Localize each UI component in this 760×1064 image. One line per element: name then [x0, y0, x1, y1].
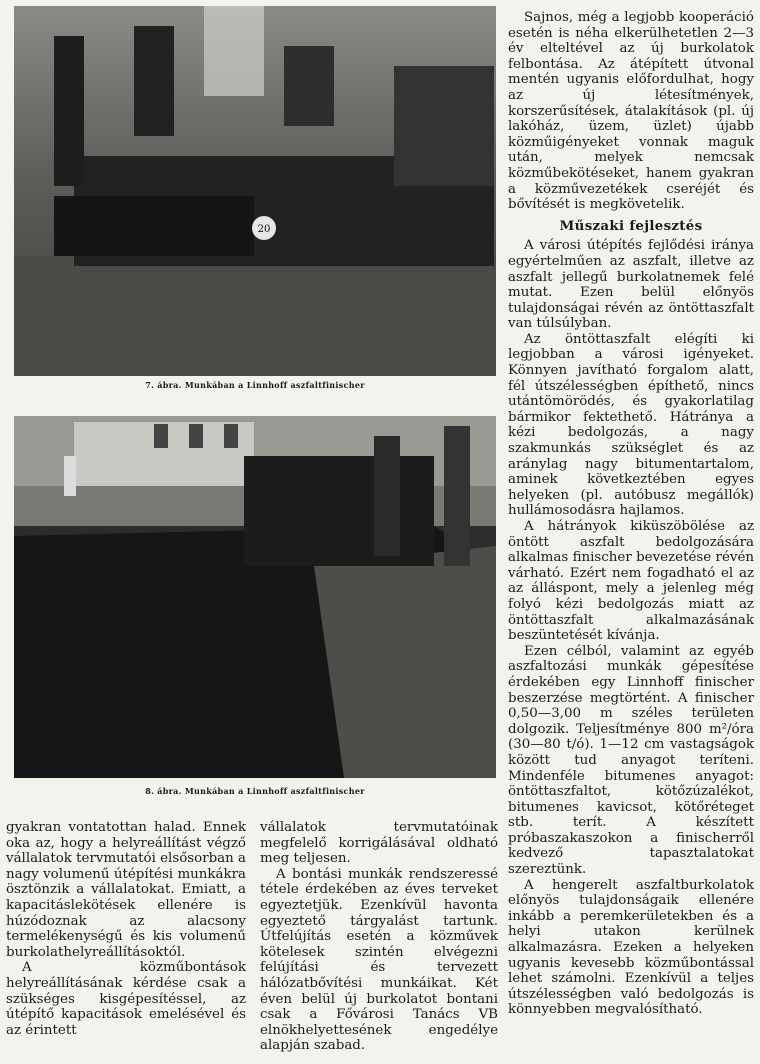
middle-paragraph-2: A bontási munkák rendszeressé tétele érdekében az éves terveket egyeztetjük. Ezenkívül havonta egyeztető tárgyalást tartunk. Útfelújítás esetén a közművek kötelesek szintén elvégezni felújítási és tervezett hálózatbővítési munkáikat. Két éven belül új burkolatot bontani csak a Fővárosi Tanács VB elnökhelyettesének engedélye alapján szabad. — [260, 866, 498, 1054]
right-paragraph-3: Az öntöttaszfalt elégíti ki legjobban a városi igényeket. Könnyen javítható forgalom alatt, fél útszélességben építhető, nincs utántömörödés, és gyakorlatilag bármikor fektethető. Hátránya a kézi bedolgozás, a nagy szakmunkás szükséglet és az aránylag nagy bitumentartalom, aminek következtében egyes helyeken (pl. autóbusz megállók) hullámosodásra hajlamos. — [508, 331, 754, 519]
right-column — [508, 10, 754, 1018]
figure-8-photo — [14, 416, 496, 778]
left-paragraph-1: gyakran vontatottan halad. Ennek oka az, hogy a helyreállítást végző vállalatok tervmutatói elsősorban a nagy volumenű útépítési munkákra ösztönzik a vállalatokat. Emiatt, a kapacitáslekötések ellenére is húzódoznak az alacsony termelékenységű és kis volumenű burkolathelyreállításoktól. — [6, 820, 247, 960]
section-heading: Műszaki fejlesztés — [559, 217, 703, 234]
left-column — [6, 820, 246, 1038]
right-paragraph-6: A hengerelt aszfaltburkolatok előnyös tulajdonságaik ellenére inkább a peremkerületekben és a helyi utakon kerülnek alkalmazásra. Ezeken a helyeken ugyanis kevesebb közműbontással lehet számolni. Ezenkívül a teljes útszélességben való bedolgozás is könnyebben megvalósítható. — [508, 877, 754, 1018]
middle-column — [260, 820, 498, 1054]
right-paragraph-2: A városi útépítés fejlődési iránya egyértelműen az aszfalt, illetve az aszfalt jellegű burkolatnemek felé mutat. Ezen belül előnyös tulajdonságai révén az öntöttaszfalt van túlsúlyban. — [508, 238, 754, 332]
right-paragraph-1: Sajnos, még a legjobb kooperáció esetén is néha elkerülhetetlen 2—3 év elteltével az új burkolatok felbontása. Az átépített útvonal mentén ugyanis előfordulhat, hogy az új létesítmények, korszerűsítések, átalakítások (pl. új lakóház, üzem, üzlet) újabb közműigényeket vonnak maguk után, melyek nemcsak közműbekötéseket, hanem gyakran a közművezetékek cseréjét és bővítését is megkövetelik. — [508, 10, 754, 213]
figure-7-photo — [14, 6, 496, 376]
middle-paragraph-1: vállalatok tervmutatóinak megfelelő korrigálásával oldható meg teljesen. — [260, 820, 498, 867]
right-paragraph-5: Ezen célból, valamint az egyéb aszfaltozási munkák gépesítése érdekében egy Linnhoff finischer beszerzése megtörtént. A finischer 0,50—3,00 m széles területen dolgozik. Teljesítménye 800 m²/óra (30—80 t/ó). 1—12 cm vastagságok között tud anyagot teríteni. Mindenféle bitumenes anyagot: öntöttaszfaltot, kötőzúzalékot, bitumenes kavicsot, kötőréteget stb. terít. A készített próbaszakaszokon a finischerről kedvező tapasztalatokat szereztünk. — [508, 643, 754, 878]
figure-8-caption: 8. ábra. Munkában a Linnhoff aszfaltfinischer — [145, 786, 365, 796]
left-paragraph-2: A közműbontások helyreállításának kérdése csak a szükséges kisgépesítéssel, az útépítő kapacitások emelésével és az érintett — [6, 960, 246, 1038]
machine-badge: 20 — [257, 224, 271, 235]
figure-7-caption: 7. ábra. Munkában a Linnhoff aszfaltfinischer — [145, 380, 365, 390]
right-paragraph-4: A hátrányok kiküszöbölése az öntött aszfalt bedolgozására alkalmas finischer bevezetése révén várható. Ezért nem fogadható el az az álláspont, mely a jelenleg még folyó kézi bedolgozás miatt az öntöttaszfalt alkalmazásának beszüntetését kívánja. — [508, 519, 754, 644]
